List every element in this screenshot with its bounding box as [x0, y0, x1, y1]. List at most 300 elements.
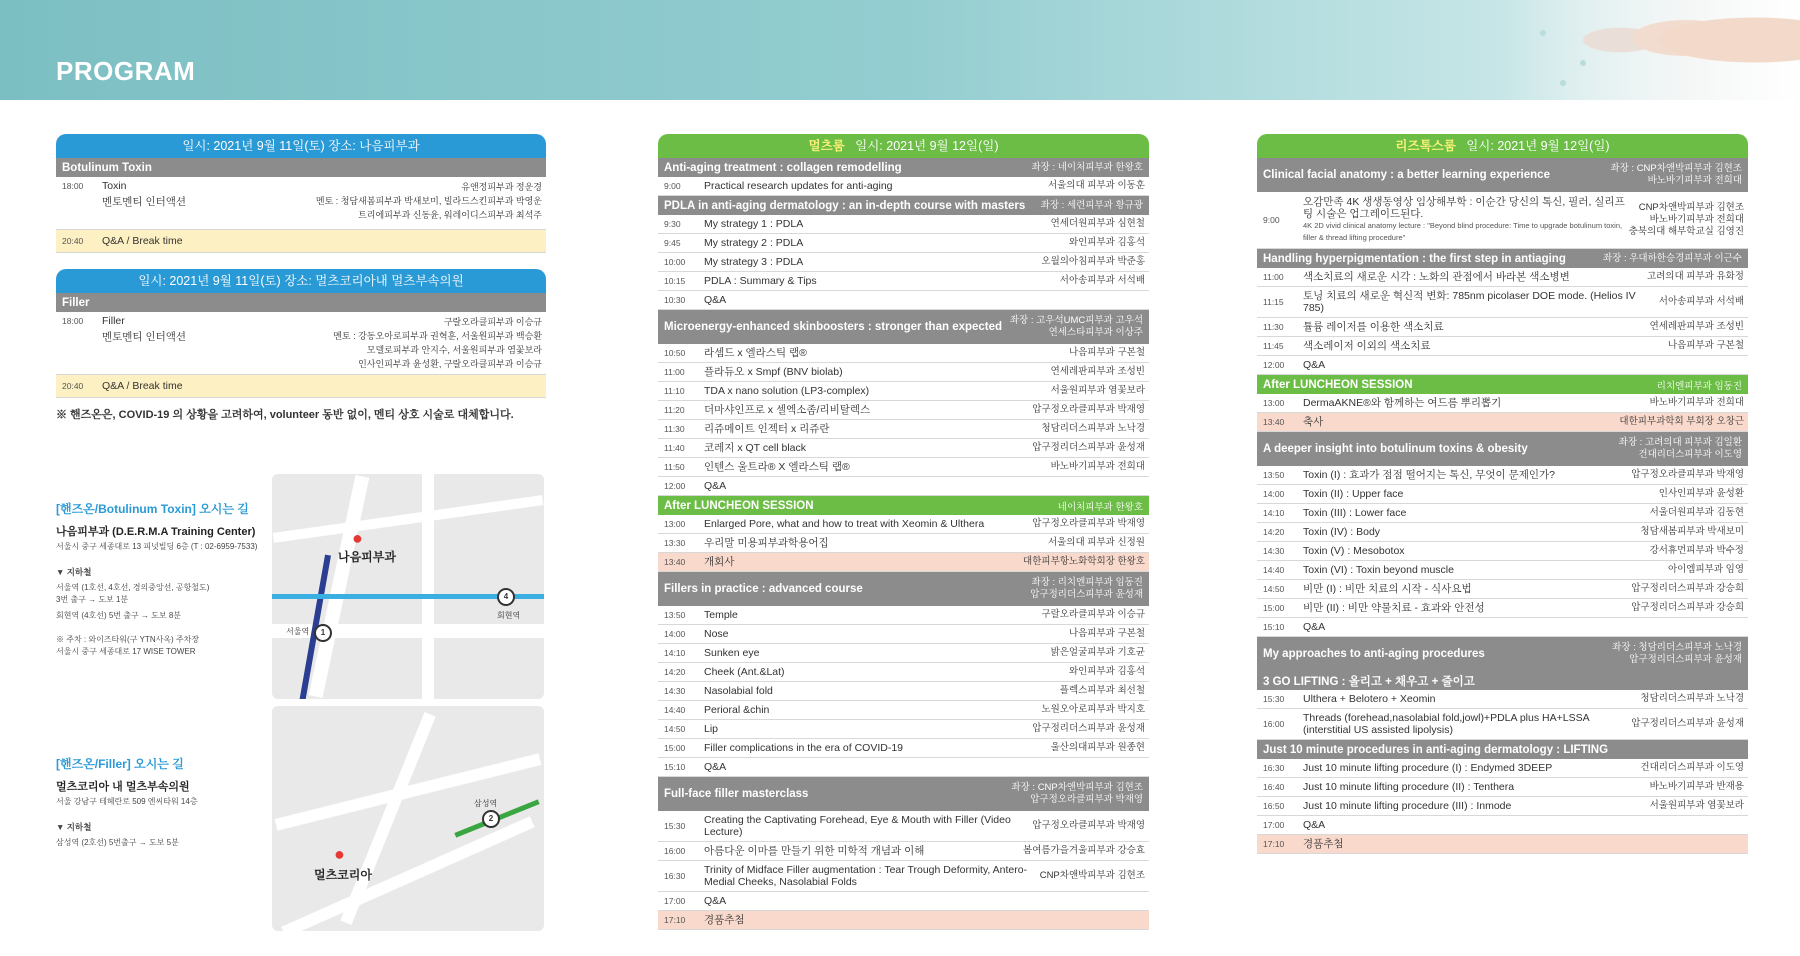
session-title-text: Cheek (Ant.&Lat)	[704, 666, 785, 678]
session-time: 14:20	[664, 667, 686, 677]
program-row	[1257, 287, 1748, 318]
speaker	[1631, 718, 1748, 730]
speaker-line: 연세더원피부과 심현철	[1050, 218, 1145, 229]
session-title-text: Filler complications in the era of COVID-19	[704, 742, 903, 754]
speaker	[1668, 564, 1748, 576]
section-label: PDLA in anti-aging dermatology : an in-depth course with masters	[664, 199, 1026, 212]
session-title-text: Q&A	[1303, 621, 1326, 633]
speaker	[1041, 704, 1149, 716]
speaker	[1032, 404, 1149, 416]
speaker	[1650, 781, 1748, 793]
session-title	[704, 403, 1032, 417]
session-title	[704, 741, 1051, 755]
speaker	[1650, 397, 1748, 409]
session-time: 12:00	[664, 481, 686, 491]
section-title	[658, 777, 1149, 811]
session-title-text: 더마샤인프로 x 셀엑소좀/리비탈렉스	[704, 404, 871, 416]
section-label: Microenergy-enhanced skinboosters : stronger than expected	[664, 321, 1003, 333]
speaker	[1032, 442, 1149, 454]
program-row	[658, 606, 1149, 625]
speaker-line: 대한피부과학회 부회장 오창근	[1619, 416, 1744, 427]
session-time: 16:50	[1263, 801, 1285, 811]
session-time: 16:30	[664, 871, 686, 881]
session-time: 9:30	[664, 219, 681, 229]
session-title	[704, 722, 1032, 736]
chair-line: 좌장 : CNP차앤박피부과 김현조	[1011, 782, 1143, 793]
program-table	[1257, 158, 1748, 854]
chair-line: 좌장 : 청담리더스피부과 노낙경	[1612, 642, 1742, 653]
program-row	[658, 253, 1149, 272]
section-title	[1257, 671, 1748, 690]
subway-station-icon: 1	[314, 624, 332, 642]
program-row	[658, 363, 1149, 382]
speaker	[1069, 628, 1149, 640]
speaker-line: 청담새봄피부과 박새보미	[1640, 526, 1744, 537]
session-title-text: My strategy 3 : PDLA	[704, 256, 804, 268]
program-row	[658, 458, 1149, 477]
session-title-text: Toxin (V) : Mesobotox	[1303, 545, 1405, 557]
section-label: Full-face filler masterclass	[664, 788, 809, 800]
session-header: 일시: 2021년 9월 11일(토) 장소: 나음피부과	[56, 134, 546, 158]
session-title	[704, 813, 1032, 839]
speaker-line: 압구정오라클피부과 박재영	[1032, 404, 1145, 415]
program-row	[658, 739, 1149, 758]
session-time: 15:10	[1263, 622, 1285, 632]
speaker	[1051, 461, 1149, 473]
program-row	[1257, 413, 1748, 432]
speaker	[1668, 340, 1748, 352]
session-title-text: Q&A	[1303, 819, 1326, 831]
speaker	[1048, 180, 1149, 192]
session-title	[1303, 601, 1631, 615]
speaker	[1629, 202, 1748, 238]
session-title-text: Temple	[704, 609, 738, 621]
session-title	[1303, 780, 1650, 794]
session-time: 11:50	[664, 462, 685, 472]
speaker	[1051, 385, 1149, 397]
program-row	[1257, 337, 1748, 356]
session-time: 13:40	[664, 557, 686, 567]
speaker	[1051, 218, 1149, 230]
middle-column	[658, 134, 1149, 930]
session-title	[704, 894, 1145, 908]
session-title	[1303, 761, 1640, 775]
speaker	[1640, 762, 1748, 774]
speaker	[1631, 469, 1748, 481]
speaker-line: 연세레판피부과 조성빈	[1050, 366, 1145, 377]
session-title	[1303, 487, 1659, 501]
session-title	[704, 684, 1060, 698]
section-label: After LUNCHEON SESSION	[664, 499, 814, 512]
session-title	[704, 217, 1051, 231]
program-row	[658, 515, 1149, 534]
section-chair: 리치엔피부과 임동진	[1656, 380, 1742, 392]
session-time: 9:00	[664, 181, 681, 191]
session-time: 13:50	[1263, 470, 1285, 480]
program-row	[658, 842, 1149, 861]
session-time: 11:20	[664, 405, 685, 415]
session-time: 11:45	[1263, 341, 1284, 351]
program-row	[1257, 778, 1748, 797]
chair-line: 압구정오라클피부과 박재영	[1030, 794, 1143, 805]
speaker	[1051, 742, 1149, 754]
program-row	[658, 477, 1149, 496]
session-time: 13:50	[664, 610, 686, 620]
session-time: 15:30	[664, 821, 686, 831]
session-title-text: Lip	[704, 723, 719, 735]
speaker-line: 바노바기피부과 전희대	[1649, 397, 1744, 408]
speaker-line: 청담리더스피부과 노낙경	[1041, 423, 1145, 434]
chair-line: 건대리더스피부과 이도영	[1638, 449, 1742, 460]
speaker	[1051, 647, 1149, 659]
program-row	[658, 234, 1149, 253]
speaker-line: 울산의대피부과 원종현	[1050, 742, 1145, 753]
speaker-line: 봄여름가을겨울피부과 강승효	[1023, 845, 1145, 856]
speaker-line: 압구정오라클피부과 박재영	[1631, 469, 1744, 480]
section-title	[1257, 249, 1748, 268]
session-title-text: 개회사	[704, 556, 735, 568]
program-row	[1257, 580, 1748, 599]
session-time: 14:30	[1263, 546, 1285, 556]
program-row	[658, 420, 1149, 439]
session-title	[1303, 818, 1744, 832]
speaker-line: 압구정오라클피부과 박재영	[1032, 518, 1145, 529]
session-title	[1303, 692, 1640, 706]
chair-line: 좌장 : 고우석UMC피부과 고우석	[1009, 315, 1143, 326]
session-title-text: Q&A	[704, 895, 727, 907]
session-title	[1303, 506, 1650, 520]
session-title-text: 우리말 미용피부과학용어집	[704, 537, 829, 549]
speaker-line: 바노바기피부과 반재용	[1649, 781, 1744, 792]
session-title	[704, 627, 1069, 641]
section-label: A deeper insight into botulinum toxins & obesity	[1263, 443, 1528, 455]
session-title-text: 토닝 치료의 새로운 혁신적 변화: 785nm picolaser DOE mode. (Helios IV 785)	[1303, 290, 1636, 314]
program-row	[1257, 466, 1748, 485]
session-title-text: 인텐스 울트라® X 엘라스틱 랩®	[704, 461, 850, 473]
speaker-line: 서울더원피부과 김동현	[1649, 507, 1744, 518]
session-title-text: 라셈드 x 엘라스틱 랩®	[704, 347, 807, 359]
program-row	[1257, 504, 1748, 523]
speaker	[1032, 723, 1149, 735]
section-label: Just 10 minute procedures in anti-aging dermatology : LIFTING	[1263, 743, 1609, 756]
speaker	[1640, 693, 1748, 705]
program-row	[658, 663, 1149, 682]
speaker-line: CNP차앤박피부과 김현조	[1039, 870, 1145, 881]
speaker	[1631, 583, 1748, 595]
speaker	[1041, 423, 1149, 435]
room-header: 리즈톡스룸 일시: 2021년 9월 12일(일)	[1257, 134, 1748, 158]
section-label: Anti-aging treatment : collagen remodelling	[664, 161, 902, 174]
map-filler[interactable]: ● 멀츠코리아 2 삼성역	[272, 706, 544, 931]
program-row: 18:00 Toxin 멘토멘티 인터액션 유앤정피부과 정운경 멘토 : 청담새봄피부과 박새보미, 빌라드스킨피부과 박영운 트리에피부과 신동윤, 워레이디스피부과 최석주	[56, 177, 546, 230]
session-time: 14:30	[664, 686, 686, 696]
program-row	[1257, 318, 1748, 337]
section-chair	[1612, 642, 1742, 666]
session-title-text: 경품추첨	[1303, 838, 1344, 850]
speaker	[1650, 507, 1748, 519]
program-row	[1257, 835, 1748, 854]
session-title-text: 튤륨 레이저를 이용한 색소치료	[1303, 321, 1444, 333]
chair-line: 좌장 : 네이처피부과 한왕호	[1031, 161, 1143, 173]
left-column	[56, 134, 546, 422]
speaker	[1023, 845, 1149, 857]
session-title-text: 색소레이저 이외의 색소치료	[1303, 340, 1431, 352]
section-title: Botulinum Toxin	[56, 158, 546, 177]
session-title	[1303, 358, 1744, 372]
speaker	[1060, 275, 1149, 287]
session-time: 17:10	[664, 915, 686, 925]
session-time: 15:10	[664, 762, 686, 772]
section-title	[658, 572, 1149, 606]
session-title	[1303, 415, 1619, 429]
session-title	[704, 179, 1048, 193]
speaker-line: 서울의대 피부과 신정원	[1047, 537, 1145, 548]
program-row	[1257, 759, 1748, 778]
speaker-line: 연세레판피부과 조성빈	[1649, 321, 1744, 332]
speaker-line: 서아송피부과 서석배	[1059, 275, 1145, 286]
session-title-text: 축사	[1303, 416, 1324, 428]
session-time: 13:40	[1263, 417, 1285, 427]
session-title-text: 플라듀오 x Smpf (BNV biolab)	[704, 366, 843, 378]
session-title	[704, 479, 1145, 493]
session-time: 10:30	[664, 295, 686, 305]
program-row	[1257, 523, 1748, 542]
speaker-line: 서울원피부과 염꽃보라	[1050, 385, 1145, 396]
molecule-dot	[1560, 80, 1566, 86]
section-chair	[1031, 162, 1143, 174]
session-time: 14:20	[1263, 527, 1285, 537]
session-title	[704, 274, 1060, 288]
speaker	[1659, 488, 1748, 500]
speaker	[1069, 347, 1149, 359]
map-info-toxin: [핸즈온/Botulinum Toxin] 오시는 길 나음피부과 (D.E.R.M.A Training Center) 서울시 중구 세종대로 13 피넛빌딩 6층 (T : 02-6959-7533) ▼ 지하철 서울역 (1호선, 4호선, 경의중앙선, 공항철도) 3번 출구 → 도보 1분 회현역 (4호선) 5번 출구 → 도보 8분 ※ 주차 : 와이즈타워(구 YTN사옥) 주차장 서울시 중구 세종대로 17 WISE TOWER	[56, 502, 258, 656]
map-toxin[interactable]: ● 나음피부과 1 서울역 4 회현역	[272, 474, 544, 699]
chair-line: 좌장 : 고려의대 피부과 김일환	[1618, 437, 1742, 448]
session-title	[704, 760, 1145, 774]
session-time: 9:45	[664, 238, 681, 248]
session-title	[1303, 195, 1629, 245]
section-title	[658, 196, 1149, 215]
session-time: 14:00	[664, 629, 686, 639]
speaker	[1032, 518, 1149, 530]
speaker-line: 압구정리더스피부과 윤성재	[1032, 442, 1145, 453]
header-banner	[0, 0, 1800, 100]
program-row	[1257, 394, 1748, 413]
session-title-text: 색소치료의 새로운 시각 : 노화의 관점에서 바라본 색소병변	[1303, 271, 1570, 283]
session-title-text: Toxin (III) : Lower face	[1303, 507, 1407, 519]
session-title-text: Practical research updates for anti-aging	[704, 180, 893, 192]
session-title	[1303, 468, 1631, 482]
session-title	[1303, 396, 1650, 410]
chair-line: 압구정리더스피부과 윤성재	[1629, 654, 1742, 665]
session-time: 11:40	[664, 443, 685, 453]
session-title	[1303, 563, 1668, 577]
session-title-text: Toxin (VI) : Toxin beyond muscle	[1303, 564, 1454, 576]
qa-row: 20:40 Q&A / Break time	[56, 230, 546, 253]
room-header: 멀츠룸 일시: 2021년 9월 12일(일)	[658, 134, 1149, 158]
program-row	[658, 382, 1149, 401]
session-title-text: Nose	[704, 628, 729, 640]
program-row	[1257, 618, 1748, 637]
speaker	[1069, 666, 1149, 678]
speaker	[1040, 870, 1149, 882]
map-info-filler: [핸즈온/Filler] 오시는 길 멀츠코리아 내 멀츠부속의원 서울 강남구 테헤란로 509 엔씨타워 14층 ▼ 지하철 삼성역 (2호선) 5번출구 → 도보 5분	[56, 757, 198, 847]
session-title	[1303, 544, 1650, 558]
section-chair	[1610, 163, 1742, 187]
speaker	[1650, 545, 1748, 557]
session-title	[704, 608, 1041, 622]
session-title	[704, 422, 1041, 436]
session-time: 15:00	[664, 743, 686, 753]
speaker-line: 압구정오라클피부과 박재영	[1032, 820, 1145, 831]
session-title	[1303, 711, 1631, 737]
session-title-text: Q&A	[704, 761, 727, 773]
speaker-line: CNP차앤박피부과 김현조	[1638, 202, 1744, 213]
session-title-text: DermaAKNE®와 함께하는 여드름 뿌리뽑기	[1303, 397, 1502, 409]
section-title: Filler	[56, 293, 546, 312]
faces-image	[1500, 0, 1800, 100]
session-time: 11:30	[1263, 322, 1284, 332]
session-title	[704, 384, 1051, 398]
session-time: 11:00	[664, 367, 685, 377]
program-row	[658, 644, 1149, 663]
section-label: Fillers in practice : advanced course	[664, 583, 863, 595]
session-title-text: My strategy 1 : PDLA	[704, 218, 804, 230]
session-title-text: Just 10 minute lifting procedure (I) : Endymed 3DEEP	[1303, 762, 1553, 774]
session-time: 11:10	[664, 386, 685, 396]
session-title-text: Nasolabial fold	[704, 685, 773, 697]
session-title	[1303, 582, 1631, 596]
chair-line: 좌장 : 세련피부과 황규광	[1040, 199, 1143, 211]
session-time: 15:00	[1263, 603, 1285, 613]
session-title-text: Toxin (I) : 효과가 점점 떨어지는 톡신, 무엇이 문제인가?	[1303, 469, 1556, 481]
speaker-line: 충북의대 해부학교실 김영진	[1628, 226, 1744, 237]
session-title	[1303, 799, 1650, 813]
speaker	[1631, 602, 1748, 614]
session-title	[1303, 620, 1744, 634]
session-title-text: 비만 (I) : 비만 치료의 시작 - 식사요법	[1303, 583, 1472, 595]
chair-line: 좌장 : CNP차앤박피부과 김현조	[1610, 163, 1742, 174]
session-title-text: Sunken eye	[704, 647, 760, 659]
location-pin-icon: ●	[334, 844, 345, 864]
section-label: After LUNCHEON SESSION	[1263, 378, 1413, 391]
session-title-text: Enlarged Pore, what and how to treat with Xeomin & Ulthera	[704, 518, 985, 530]
speaker	[1041, 609, 1149, 621]
program-row	[658, 177, 1149, 196]
section-label: My approaches to anti-aging procedures	[1263, 648, 1485, 660]
location-pin-icon: ●	[352, 528, 363, 548]
program-row	[658, 758, 1149, 777]
speaker	[1048, 537, 1149, 549]
luncheon-section	[658, 496, 1149, 515]
speaker-line: 압구정리더스피부과 윤성재	[1032, 723, 1145, 734]
session-time: 14:10	[1263, 508, 1285, 518]
chair-line: 연세스타피부과 이상주	[1048, 327, 1143, 338]
session-title	[704, 255, 1041, 269]
session-time: 17:00	[664, 896, 686, 906]
section-chair	[1010, 315, 1143, 339]
session-time: 15:30	[1263, 694, 1285, 704]
program-row	[658, 439, 1149, 458]
speaker-line: 압구정리더스피부과 윤성재	[1631, 718, 1744, 729]
subway-station-icon: 2	[482, 810, 500, 828]
program-row	[1257, 816, 1748, 835]
program-row	[658, 215, 1149, 234]
session-time: 16:30	[1263, 763, 1285, 773]
program-row	[658, 811, 1149, 842]
session-time: 10:00	[664, 257, 686, 267]
session-title-text: Toxin (IV) : Body	[1303, 526, 1381, 538]
speaker-line: 오월의아침피부과 박준홍	[1041, 256, 1145, 267]
session-title	[704, 365, 1051, 379]
session-time: 14:50	[1263, 584, 1285, 594]
section-label: Clinical facial anatomy : a better learning experience	[1263, 169, 1550, 181]
program-row	[1257, 485, 1748, 504]
chair-line: 바노바기피부과 전희대	[1647, 175, 1742, 186]
session-title	[704, 536, 1048, 550]
session-time: 13:00	[664, 519, 686, 529]
session-title	[704, 844, 1023, 858]
session-title-text: Q&A	[1303, 359, 1326, 371]
luncheon-section	[1257, 375, 1748, 394]
session-title	[1303, 339, 1668, 353]
molecule-dot	[1580, 60, 1586, 66]
session-title-text: 코레지 x QT cell black	[704, 442, 807, 454]
program-row	[1257, 542, 1748, 561]
session-title	[1303, 837, 1744, 851]
session-title-text: 비만 (II) : 비만 약물치료 - 효과와 안전성	[1303, 602, 1485, 614]
session-title	[1303, 320, 1650, 334]
speaker-line: 와인피부과 김홍석	[1068, 237, 1145, 248]
section-title	[658, 158, 1149, 177]
session-time: 17:10	[1263, 839, 1285, 849]
speaker	[1619, 416, 1748, 428]
speaker-line: 인사인피부과 윤성환	[1658, 488, 1744, 499]
speaker-line: 압구정리더스피부과 강승희	[1631, 583, 1744, 594]
speaker-line: 고려의대 피부과 유화정	[1646, 271, 1744, 282]
section-chair: 네이처피부과 한왕호	[1057, 501, 1143, 513]
speaker-line: 나음피부과 구본철	[1068, 628, 1145, 639]
session-title-text: Q&A	[704, 294, 727, 306]
speaker	[1032, 820, 1149, 832]
session-time: 14:50	[664, 724, 686, 734]
program-row	[658, 892, 1149, 911]
speaker-line: 건대리더스피부과 이도영	[1640, 762, 1744, 773]
program-row	[1257, 599, 1748, 618]
speaker-line: 노원오아로피부과 박지호	[1041, 704, 1145, 715]
session-time: 11:30	[664, 424, 685, 434]
section-chair	[1603, 253, 1742, 265]
session-title	[704, 703, 1041, 717]
program-row	[658, 701, 1149, 720]
session-title-text: Creating the Captivating Forehead, Eye & Mouth with Filler (Video Lecture)	[704, 814, 1011, 838]
session-title-text: PDLA : Summary & Tips	[704, 275, 817, 287]
notice-text: ※ 핸즈온은, COVID-19 의 상황을 고려하여, volunteer 동반 없이, 멘티 상호 시술로 대체합니다.	[56, 409, 514, 421]
session-title-text: 오감만족 4K 생생동영상 임상해부학 : 이순간 당신의 톡신, 필러, 실리프팅 시술은 업그레이드된다.	[1303, 196, 1625, 220]
session-time: 14:40	[664, 705, 686, 715]
speaker	[1060, 685, 1149, 697]
speaker-line: 나음피부과 구본철	[1667, 340, 1744, 351]
section-title	[1257, 637, 1748, 671]
program-row	[658, 344, 1149, 363]
speaker-line: 대한피부항노화학회장 한왕호	[1023, 556, 1145, 567]
speaker	[1650, 800, 1748, 812]
section-title	[1257, 432, 1748, 466]
session-title	[1303, 525, 1640, 539]
section-chair	[1619, 437, 1742, 461]
speaker-line: 플렉스피부과 최선철	[1059, 685, 1145, 696]
chair-line: 압구정리더스피부과 윤성재	[1030, 589, 1143, 600]
